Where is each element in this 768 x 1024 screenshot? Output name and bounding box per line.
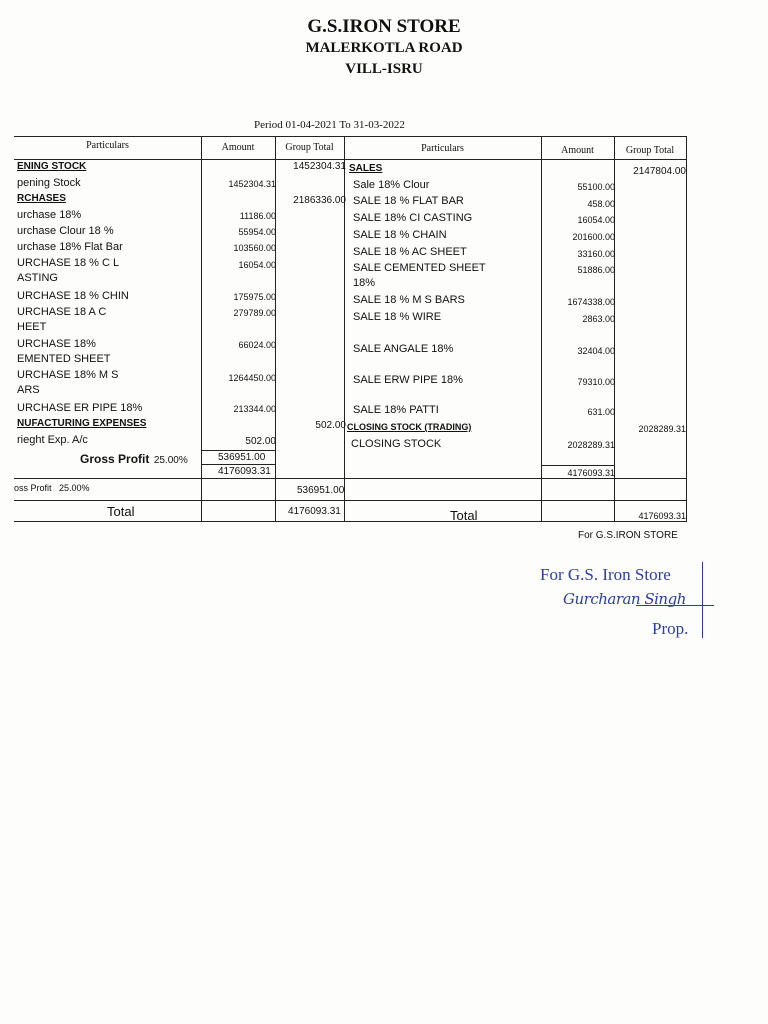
debit-purchase-ci-casting: URCHASE 18 % C L [17, 257, 120, 269]
debit-purchase-ms-bars: URCHASE 18% M S [17, 369, 119, 381]
credit-sale-cemented-sheet: SALE CEMENTED SHEET [353, 262, 486, 274]
col-line-2 [275, 136, 276, 521]
debit-purchase-ci-casting-line2: ASTING [17, 272, 58, 284]
credit-sale-patti-amount: 631.00 [587, 407, 615, 417]
credit-sale-erw-pipe: SALE ERW PIPE 18% [353, 374, 463, 386]
stamp-bar [702, 562, 703, 638]
subtotal-line [14, 478, 687, 479]
debit-purchase-ms-bars-line2: ARS [17, 384, 40, 396]
total-top-line [14, 500, 687, 501]
total-label-left: Total [107, 504, 135, 519]
credit-sale-wire-amount: 2863.00 [582, 314, 615, 324]
store-road: MALERKOTLA ROAD [305, 40, 463, 56]
debit-purchase-cemented-sheet-amount: 66024.00 [238, 340, 276, 350]
col-header-group-left: Group Total [285, 142, 334, 153]
gross-profit-row [80, 450, 188, 468]
credit-closing-stock-label: CLOSING STOCK [351, 438, 442, 450]
table-bottom-line [14, 521, 687, 522]
credit-sale-angale-amount: 32404.00 [577, 346, 615, 356]
col-header-particulars-right: Particulars [421, 143, 464, 154]
col-header-amount-right: Amount [561, 145, 594, 156]
col-header-group-right: Group Total [625, 145, 675, 156]
debit-purchase-18-amount: 11186.00 [239, 211, 276, 221]
store-name: G.S.IRON STORE [307, 16, 461, 37]
col-line-6 [686, 136, 687, 521]
signature-stroke [636, 605, 714, 606]
credit-sale-cemented-sheet-amount: 51886.00 [577, 265, 615, 275]
debit-freight-label: rieght Exp. A/c [17, 434, 88, 446]
debit-opening-stock-amount: 1452304.31 [228, 179, 276, 189]
debit-purchase-clour-amount: 55954.00 [238, 227, 276, 237]
credit-closing-stock-group: 2028289.31 [638, 424, 686, 434]
store-village: VILL-ISRU [345, 61, 423, 77]
gp-row [14, 483, 90, 493]
debit-opening-stock-group: 1452304.31 [293, 161, 346, 172]
period: Period 01-04-2021 To 31-03-2022 [254, 119, 405, 131]
debit-purchase-ci-casting-amount: 16054.00 [238, 260, 276, 270]
credit-closing-stock-amount: 2028289.31 [567, 440, 615, 450]
gp-row-label: oss Profit [14, 483, 52, 493]
credit-sale-chain-amount: 201600.00 [572, 232, 615, 242]
gp-row-group: 536951.00 [297, 485, 345, 496]
debit-manufacturing-group: 502.00 [315, 420, 346, 431]
credit-sale-patti: SALE 18% PATTI [353, 404, 439, 416]
debit-purchase-chain: URCHASE 18 % CHIN [17, 290, 129, 302]
debit-freight-amount: 502.00 [245, 436, 276, 447]
credit-sale-cemented-sheet-line2: 18% [353, 277, 376, 289]
credit-subtotal: 4176093.31 [567, 468, 615, 478]
debit-purchase-18: urchase 18% [17, 209, 82, 221]
col-line-4 [541, 136, 542, 521]
debit-opening-stock-heading: ENING STOCK [17, 161, 87, 172]
credit-sale-flat-bar-amount: 458.00 [587, 199, 615, 209]
col-header-particulars-left: Particulars [86, 140, 129, 151]
debit-purchase-ac-sheet: URCHASE 18 A C [17, 306, 107, 318]
credit-sale-ms-bars: SALE 18 % M S BARS [353, 294, 465, 306]
credit-sale-clour-amount: 55100.00 [577, 182, 615, 192]
debit-opening-stock-label: pening Stock [17, 177, 81, 189]
gross-profit-pct: 25.00% [153, 455, 188, 466]
debit-purchase-cemented-sheet-line2: EMENTED SHEET [17, 353, 111, 365]
debit-manufacturing-heading: NUFACTURING EXPENSES [17, 418, 147, 429]
gross-profit-amount: 536951.00 [218, 452, 266, 463]
credit-sale-ms-bars-amount: 1674338.00 [567, 297, 615, 307]
credit-sale-ac-sheet-amount: 33160.00 [577, 249, 615, 259]
debit-purchase-ac-sheet-amount: 279789.00 [233, 308, 276, 318]
debit-purchases-heading: RCHASES [17, 193, 66, 204]
credit-closing-stock-heading: CLOSING STOCK (TRADING) [347, 422, 472, 432]
credit-sale-wire: SALE 18 % WIRE [353, 311, 442, 323]
total-value-right: 4176093.31 [638, 511, 686, 521]
credit-sale-angale: SALE ANGALE 18% [353, 343, 454, 355]
col-line-3 [344, 136, 345, 521]
credit-sales-group: 2147804.00 [633, 166, 686, 177]
debit-purchase-flat-bar: urchase 18% Flat Bar [17, 241, 123, 253]
total-label-right: Total [450, 508, 478, 523]
stamp-prop: Prop. [652, 619, 689, 638]
credit-sale-flat-bar: SALE 18 % FLAT BAR [353, 195, 464, 207]
col-header-amount-left: Amount [221, 142, 255, 153]
credit-sale-ci-casting: SALE 18% CI CASTING [353, 212, 473, 224]
debit-purchase-ms-bars-amount: 1264450.00 [228, 373, 276, 383]
col-line-5 [614, 136, 615, 521]
gp-row-pct: 25.00% [59, 483, 90, 493]
credit-sale-erw-pipe-amount: 79310.00 [577, 377, 615, 387]
debit-purchase-ac-sheet-line2: HEET [17, 321, 47, 333]
credit-sum-line [542, 465, 614, 466]
table-top-line [14, 136, 687, 137]
gp-sum-line [202, 464, 275, 465]
gross-profit-label: Gross Profit [80, 452, 150, 466]
debit-subtotal: 4176093.31 [218, 466, 271, 477]
debit-purchases-group: 2186336.00 [293, 195, 346, 206]
gp-amount-line [202, 450, 275, 451]
header-bottom-line [14, 159, 687, 160]
credit-sale-ac-sheet: SALE 18 % AC SHEET [353, 246, 467, 258]
stamp-line1: For G.S. Iron Store [540, 565, 671, 584]
for-store-label: For G.S.IRON STORE [578, 530, 678, 541]
debit-purchase-er-pipe-amount: 213344.00 [233, 404, 276, 414]
credit-sale-chain: SALE 18 % CHAIN [353, 229, 447, 241]
credit-sale-clour: Sale 18% Clour [353, 179, 430, 191]
total-value-left: 4176093.31 [288, 506, 341, 517]
debit-purchase-chain-amount: 175975.00 [233, 292, 276, 302]
debit-purchase-clour: urchase Clour 18 % [17, 225, 114, 237]
signature: Gurcharan Singh [563, 590, 686, 608]
debit-purchase-flat-bar-amount: 103560.00 [233, 243, 276, 253]
credit-sale-ci-casting-amount: 16054.00 [577, 215, 615, 225]
debit-purchase-er-pipe: URCHASE ER PIPE 18% [17, 402, 143, 414]
debit-purchase-cemented-sheet: URCHASE 18% [17, 338, 96, 350]
credit-sales-heading: SALES [349, 163, 383, 174]
